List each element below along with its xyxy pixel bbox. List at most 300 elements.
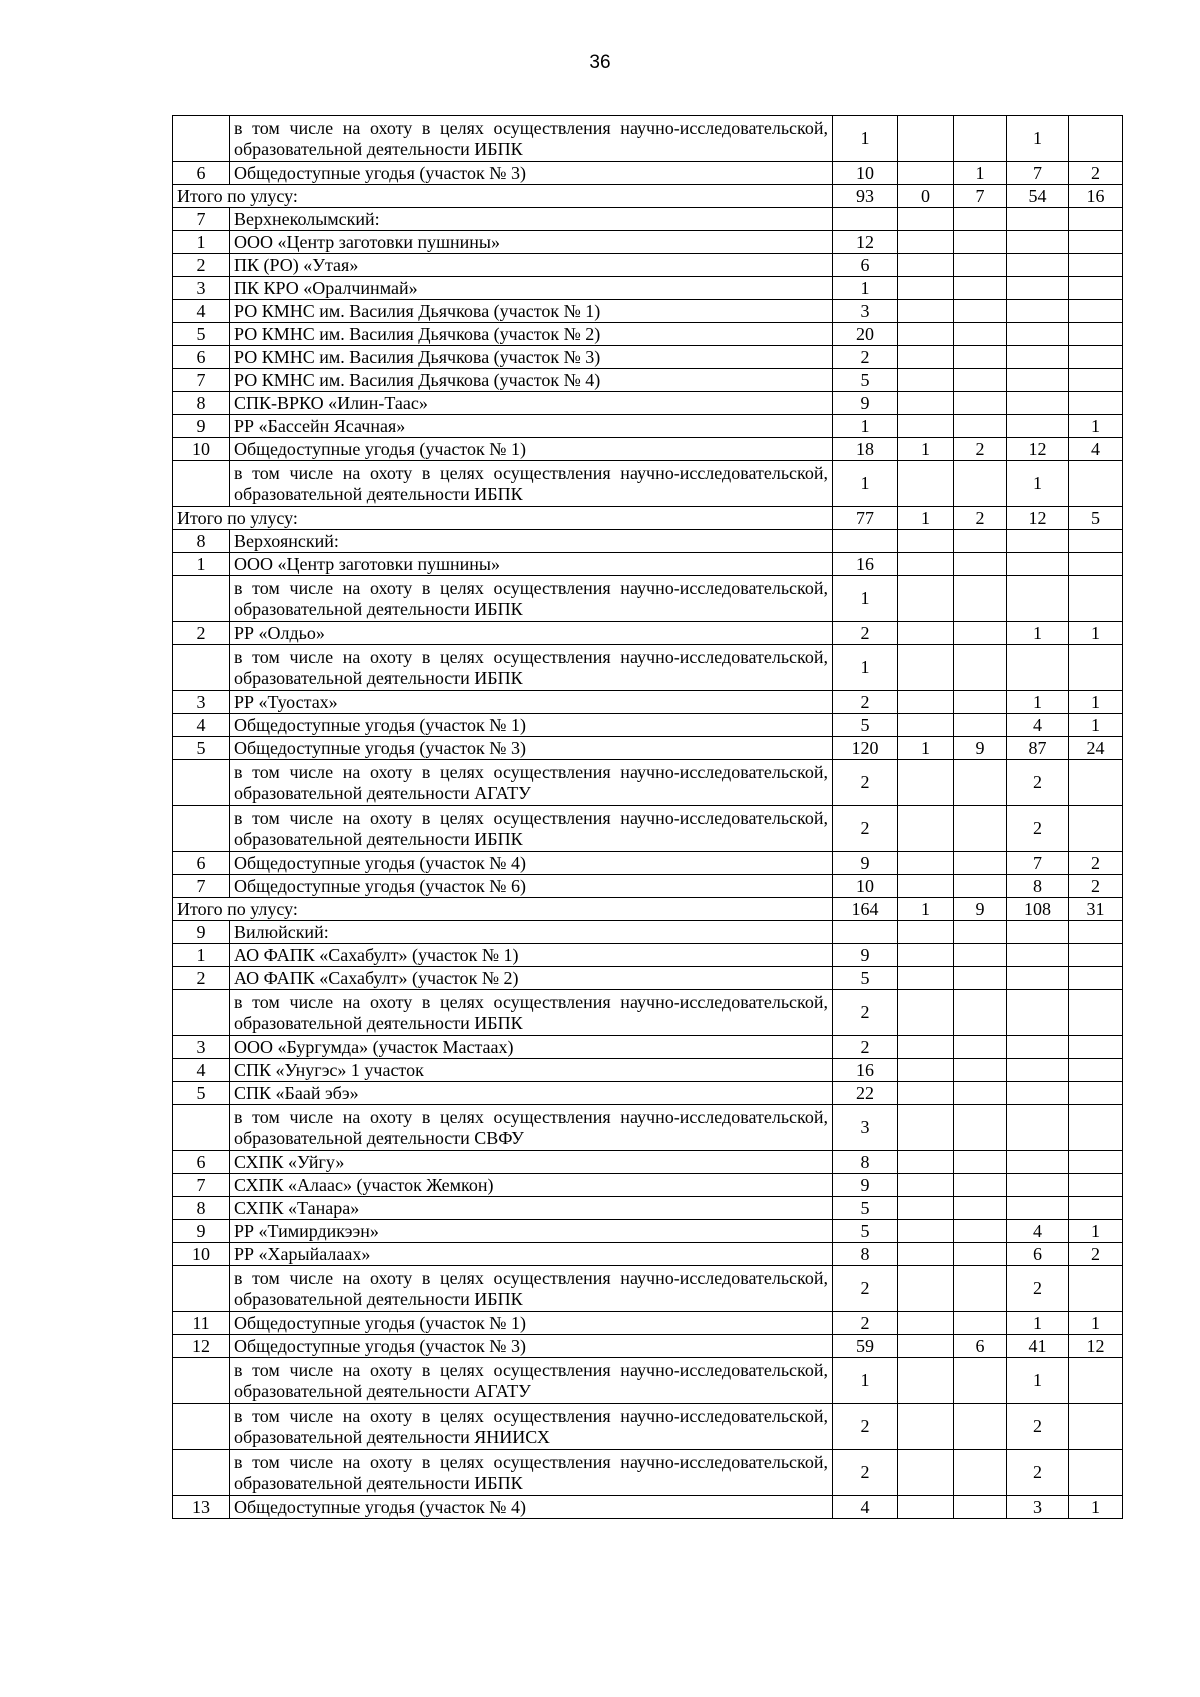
value-cell-3: 9 bbox=[954, 898, 1007, 921]
value-cell-3 bbox=[954, 1036, 1007, 1059]
value-cell-1: 20 bbox=[833, 323, 898, 346]
row-name: Общедоступные угодья (участок № 1) bbox=[230, 1312, 833, 1335]
value-cell-1: 2 bbox=[833, 1404, 898, 1450]
value-cell-2 bbox=[898, 875, 954, 898]
value-cell-4: 1 bbox=[1007, 1358, 1069, 1404]
value-cell-4 bbox=[1007, 277, 1069, 300]
value-cell-4: 41 bbox=[1007, 1335, 1069, 1358]
value-cell-4 bbox=[1007, 254, 1069, 277]
row-number: 13 bbox=[173, 1496, 230, 1519]
value-cell-1: 2 bbox=[833, 1036, 898, 1059]
value-cell-3 bbox=[954, 622, 1007, 645]
value-cell-3 bbox=[954, 852, 1007, 875]
value-cell-3: 7 bbox=[954, 185, 1007, 208]
subitem-description: в том числе на охоту в целях осуществления научно-исследовательской, образовательной деятельности АГАТУ bbox=[230, 760, 833, 806]
value-cell-2 bbox=[898, 1450, 954, 1496]
value-cell-2 bbox=[898, 622, 954, 645]
row-number bbox=[173, 1450, 230, 1496]
table-row bbox=[173, 714, 1123, 737]
row-number bbox=[173, 1105, 230, 1151]
value-cell-5: 5 bbox=[1069, 507, 1123, 530]
row-number: 2 bbox=[173, 967, 230, 990]
value-cell-5 bbox=[1069, 1082, 1123, 1105]
value-cell-2 bbox=[898, 576, 954, 622]
value-cell-2 bbox=[898, 1174, 954, 1197]
row-name: РР «Туостах» bbox=[230, 691, 833, 714]
row-number: 8 bbox=[173, 392, 230, 415]
row-name: РР «Олдьо» bbox=[230, 622, 833, 645]
value-cell-1: 1 bbox=[833, 116, 898, 162]
value-cell-2 bbox=[898, 944, 954, 967]
row-number: 2 bbox=[173, 622, 230, 645]
row-name: Общедоступные угодья (участок № 3) bbox=[230, 737, 833, 760]
value-cell-4 bbox=[1007, 231, 1069, 254]
value-cell-5 bbox=[1069, 1358, 1123, 1404]
value-cell-3 bbox=[954, 760, 1007, 806]
row-number: 5 bbox=[173, 737, 230, 760]
row-number: 10 bbox=[173, 1243, 230, 1266]
value-cell-3 bbox=[954, 1082, 1007, 1105]
value-cell-4 bbox=[1007, 1174, 1069, 1197]
row-name: Общедоступные угодья (участок № 3) bbox=[230, 1335, 833, 1358]
value-cell-4: 1 bbox=[1007, 622, 1069, 645]
row-number: 10 bbox=[173, 438, 230, 461]
value-cell-4: 12 bbox=[1007, 438, 1069, 461]
table-row bbox=[173, 1496, 1123, 1519]
value-cell-1: 59 bbox=[833, 1335, 898, 1358]
table-row bbox=[173, 162, 1123, 185]
value-cell-5 bbox=[1069, 944, 1123, 967]
value-cell-5: 1 bbox=[1069, 415, 1123, 438]
value-cell-4: 1 bbox=[1007, 691, 1069, 714]
value-cell-3 bbox=[954, 116, 1007, 162]
table-row bbox=[173, 369, 1123, 392]
value-cell-5: 1 bbox=[1069, 622, 1123, 645]
value-cell-5 bbox=[1069, 530, 1123, 553]
value-cell-2 bbox=[898, 1220, 954, 1243]
row-number bbox=[173, 1266, 230, 1312]
subitem-description: в том числе на охоту в целях осуществления научно-исследовательской, образовательной деятельности ИБПК bbox=[230, 116, 833, 162]
value-cell-4 bbox=[1007, 1036, 1069, 1059]
value-cell-4: 2 bbox=[1007, 760, 1069, 806]
value-cell-5 bbox=[1069, 806, 1123, 852]
value-cell-5: 24 bbox=[1069, 737, 1123, 760]
value-cell-3 bbox=[954, 323, 1007, 346]
value-cell-5 bbox=[1069, 1266, 1123, 1312]
row-number bbox=[173, 1358, 230, 1404]
value-cell-4 bbox=[1007, 530, 1069, 553]
value-cell-1: 8 bbox=[833, 1151, 898, 1174]
value-cell-5 bbox=[1069, 277, 1123, 300]
row-name: Общедоступные угодья (участок № 6) bbox=[230, 875, 833, 898]
value-cell-4 bbox=[1007, 990, 1069, 1036]
value-cell-5 bbox=[1069, 208, 1123, 231]
row-number: 7 bbox=[173, 369, 230, 392]
value-cell-1: 2 bbox=[833, 622, 898, 645]
row-number: 6 bbox=[173, 1151, 230, 1174]
row-number bbox=[173, 806, 230, 852]
value-cell-1: 4 bbox=[833, 1496, 898, 1519]
value-cell-1: 93 bbox=[833, 185, 898, 208]
table-row bbox=[173, 1197, 1123, 1220]
value-cell-1: 1 bbox=[833, 461, 898, 507]
value-cell-2 bbox=[898, 1197, 954, 1220]
value-cell-5: 16 bbox=[1069, 185, 1123, 208]
value-cell-4: 1 bbox=[1007, 1312, 1069, 1335]
value-cell-1: 5 bbox=[833, 714, 898, 737]
value-cell-5 bbox=[1069, 254, 1123, 277]
value-cell-4: 108 bbox=[1007, 898, 1069, 921]
value-cell-5 bbox=[1069, 1059, 1123, 1082]
value-cell-1: 1 bbox=[833, 277, 898, 300]
value-cell-1: 6 bbox=[833, 254, 898, 277]
value-cell-3 bbox=[954, 1197, 1007, 1220]
row-name: СХПК «Алаас» (участок Жемкон) bbox=[230, 1174, 833, 1197]
value-cell-3 bbox=[954, 1220, 1007, 1243]
value-cell-4 bbox=[1007, 300, 1069, 323]
value-cell-3 bbox=[954, 300, 1007, 323]
value-cell-2 bbox=[898, 1266, 954, 1312]
row-number: 3 bbox=[173, 691, 230, 714]
value-cell-2 bbox=[898, 300, 954, 323]
row-number: 7 bbox=[173, 875, 230, 898]
subitem-row bbox=[173, 990, 1123, 1036]
value-cell-5 bbox=[1069, 1404, 1123, 1450]
value-cell-4 bbox=[1007, 392, 1069, 415]
subitem-row bbox=[173, 576, 1123, 622]
table-row bbox=[173, 622, 1123, 645]
value-cell-5 bbox=[1069, 760, 1123, 806]
value-cell-2 bbox=[898, 1036, 954, 1059]
table-row bbox=[173, 1082, 1123, 1105]
value-cell-4: 7 bbox=[1007, 162, 1069, 185]
table-row bbox=[173, 1335, 1123, 1358]
row-name: ПК КРО «Оралчинмай» bbox=[230, 277, 833, 300]
value-cell-1 bbox=[833, 530, 898, 553]
row-number: 1 bbox=[173, 944, 230, 967]
value-cell-5 bbox=[1069, 967, 1123, 990]
value-cell-4: 54 bbox=[1007, 185, 1069, 208]
value-cell-4 bbox=[1007, 1059, 1069, 1082]
value-cell-2 bbox=[898, 1059, 954, 1082]
value-cell-1: 10 bbox=[833, 162, 898, 185]
value-cell-4 bbox=[1007, 944, 1069, 967]
value-cell-5 bbox=[1069, 1197, 1123, 1220]
total-row bbox=[173, 898, 1123, 921]
total-label: Итого по улусу: bbox=[173, 185, 833, 208]
subitem-row bbox=[173, 1358, 1123, 1404]
value-cell-2 bbox=[898, 231, 954, 254]
row-name: РО КМНС им. Василия Дьячкова (участок № 4) bbox=[230, 369, 833, 392]
value-cell-4 bbox=[1007, 415, 1069, 438]
row-number: 3 bbox=[173, 277, 230, 300]
value-cell-1: 2 bbox=[833, 1450, 898, 1496]
row-number: 11 bbox=[173, 1312, 230, 1335]
subitem-description: в том числе на охоту в целях осуществления научно-исследовательской, образовательной деятельности ИБПК bbox=[230, 806, 833, 852]
value-cell-1: 22 bbox=[833, 1082, 898, 1105]
value-cell-1: 18 bbox=[833, 438, 898, 461]
value-cell-4: 8 bbox=[1007, 875, 1069, 898]
table-row bbox=[173, 392, 1123, 415]
value-cell-2 bbox=[898, 1312, 954, 1335]
value-cell-3 bbox=[954, 1266, 1007, 1312]
value-cell-3 bbox=[954, 346, 1007, 369]
value-cell-2 bbox=[898, 691, 954, 714]
value-cell-1: 5 bbox=[833, 1220, 898, 1243]
value-cell-1: 2 bbox=[833, 806, 898, 852]
table-row bbox=[173, 691, 1123, 714]
row-name: Общедоступные угодья (участок № 1) bbox=[230, 438, 833, 461]
value-cell-5 bbox=[1069, 990, 1123, 1036]
value-cell-3 bbox=[954, 645, 1007, 691]
value-cell-2 bbox=[898, 392, 954, 415]
value-cell-2 bbox=[898, 323, 954, 346]
row-name: ООО «Центр заготовки пушнины» bbox=[230, 231, 833, 254]
row-name: РР «Харыйалаах» bbox=[230, 1243, 833, 1266]
table-row bbox=[173, 1036, 1123, 1059]
row-number: 6 bbox=[173, 852, 230, 875]
value-cell-5 bbox=[1069, 369, 1123, 392]
table-row bbox=[173, 231, 1123, 254]
row-name: Общедоступные угодья (участок № 4) bbox=[230, 852, 833, 875]
row-name: Общедоступные угодья (участок № 1) bbox=[230, 714, 833, 737]
table-row bbox=[173, 254, 1123, 277]
row-name: РО КМНС им. Василия Дьячкова (участок № 2) bbox=[230, 323, 833, 346]
subitem-row bbox=[173, 1450, 1123, 1496]
table-row bbox=[173, 852, 1123, 875]
value-cell-5: 1 bbox=[1069, 1312, 1123, 1335]
value-cell-1: 16 bbox=[833, 1059, 898, 1082]
value-cell-4: 7 bbox=[1007, 852, 1069, 875]
value-cell-3 bbox=[954, 875, 1007, 898]
row-number: 8 bbox=[173, 530, 230, 553]
table-row bbox=[173, 1151, 1123, 1174]
subitem-row bbox=[173, 806, 1123, 852]
row-number: 9 bbox=[173, 921, 230, 944]
value-cell-2 bbox=[898, 1082, 954, 1105]
value-cell-2 bbox=[898, 1404, 954, 1450]
value-cell-2 bbox=[898, 760, 954, 806]
value-cell-2 bbox=[898, 1335, 954, 1358]
row-name: ООО «Центр заготовки пушнины» bbox=[230, 553, 833, 576]
row-name: Общедоступные угодья (участок № 4) bbox=[230, 1496, 833, 1519]
value-cell-1: 9 bbox=[833, 1174, 898, 1197]
value-cell-2 bbox=[898, 254, 954, 277]
value-cell-4: 2 bbox=[1007, 1266, 1069, 1312]
table-row bbox=[173, 875, 1123, 898]
value-cell-2 bbox=[898, 162, 954, 185]
value-cell-1: 164 bbox=[833, 898, 898, 921]
value-cell-2 bbox=[898, 645, 954, 691]
value-cell-4: 1 bbox=[1007, 461, 1069, 507]
value-cell-1: 8 bbox=[833, 1243, 898, 1266]
value-cell-1: 2 bbox=[833, 346, 898, 369]
row-number: 9 bbox=[173, 415, 230, 438]
value-cell-3 bbox=[954, 254, 1007, 277]
table-row bbox=[173, 277, 1123, 300]
value-cell-4 bbox=[1007, 323, 1069, 346]
row-number: 8 bbox=[173, 1197, 230, 1220]
value-cell-1: 1 bbox=[833, 415, 898, 438]
row-name: РО КМНС им. Василия Дьячкова (участок № 3) bbox=[230, 346, 833, 369]
value-cell-2 bbox=[898, 530, 954, 553]
total-label: Итого по улусу: bbox=[173, 898, 833, 921]
value-cell-4: 4 bbox=[1007, 1220, 1069, 1243]
value-cell-2 bbox=[898, 277, 954, 300]
value-cell-3 bbox=[954, 1450, 1007, 1496]
value-cell-2 bbox=[898, 852, 954, 875]
subitem-row bbox=[173, 1404, 1123, 1450]
table-row bbox=[173, 415, 1123, 438]
table-row bbox=[173, 944, 1123, 967]
value-cell-5 bbox=[1069, 576, 1123, 622]
value-cell-4: 1 bbox=[1007, 116, 1069, 162]
row-number: 5 bbox=[173, 1082, 230, 1105]
row-number bbox=[173, 116, 230, 162]
total-row bbox=[173, 507, 1123, 530]
subitem-row bbox=[173, 116, 1123, 162]
value-cell-2: 1 bbox=[898, 438, 954, 461]
value-cell-4 bbox=[1007, 645, 1069, 691]
value-cell-3 bbox=[954, 1105, 1007, 1151]
value-cell-5 bbox=[1069, 553, 1123, 576]
value-cell-5: 1 bbox=[1069, 1496, 1123, 1519]
value-cell-3 bbox=[954, 1059, 1007, 1082]
value-cell-1: 120 bbox=[833, 737, 898, 760]
value-cell-5 bbox=[1069, 921, 1123, 944]
subitem-row bbox=[173, 1266, 1123, 1312]
subitem-description: в том числе на охоту в целях осуществления научно-исследовательской, образовательной деятельности ИБПК bbox=[230, 461, 833, 507]
value-cell-4 bbox=[1007, 1082, 1069, 1105]
value-cell-1: 2 bbox=[833, 760, 898, 806]
value-cell-2 bbox=[898, 1496, 954, 1519]
value-cell-3 bbox=[954, 553, 1007, 576]
value-cell-1: 9 bbox=[833, 852, 898, 875]
value-cell-4: 2 bbox=[1007, 806, 1069, 852]
value-cell-5 bbox=[1069, 1174, 1123, 1197]
value-cell-1: 2 bbox=[833, 691, 898, 714]
value-cell-2 bbox=[898, 1151, 954, 1174]
value-cell-1: 9 bbox=[833, 944, 898, 967]
value-cell-1: 12 bbox=[833, 231, 898, 254]
table-row bbox=[173, 208, 1123, 231]
value-cell-5: 2 bbox=[1069, 1243, 1123, 1266]
value-cell-5: 2 bbox=[1069, 875, 1123, 898]
value-cell-3 bbox=[954, 1404, 1007, 1450]
value-cell-1: 5 bbox=[833, 369, 898, 392]
row-number: 7 bbox=[173, 1174, 230, 1197]
value-cell-5: 1 bbox=[1069, 1220, 1123, 1243]
value-cell-4 bbox=[1007, 576, 1069, 622]
row-number bbox=[173, 576, 230, 622]
value-cell-3 bbox=[954, 369, 1007, 392]
row-name: СПК «Унугэс» 1 участок bbox=[230, 1059, 833, 1082]
subitem-description: в том числе на охоту в целях осуществления научно-исследовательской, образовательной деятельности ИБПК bbox=[230, 1266, 833, 1312]
total-label: Итого по улусу: bbox=[173, 507, 833, 530]
row-name: АО ФАПК «Сахабулт» (участок № 2) bbox=[230, 967, 833, 990]
row-number: 6 bbox=[173, 162, 230, 185]
value-cell-1: 2 bbox=[833, 1312, 898, 1335]
subitem-row bbox=[173, 461, 1123, 507]
value-cell-3 bbox=[954, 530, 1007, 553]
value-cell-3 bbox=[954, 1243, 1007, 1266]
value-cell-4: 12 bbox=[1007, 507, 1069, 530]
row-name: СХПК «Танара» bbox=[230, 1197, 833, 1220]
row-number: 9 bbox=[173, 1220, 230, 1243]
value-cell-5: 12 bbox=[1069, 1335, 1123, 1358]
row-name: Общедоступные угодья (участок № 3) bbox=[230, 162, 833, 185]
value-cell-1: 5 bbox=[833, 1197, 898, 1220]
page-number: 36 bbox=[589, 52, 611, 73]
value-cell-1: 10 bbox=[833, 875, 898, 898]
row-number: 1 bbox=[173, 231, 230, 254]
row-name: СПК-ВРКО «Илин-Таас» bbox=[230, 392, 833, 415]
value-cell-3 bbox=[954, 921, 1007, 944]
value-cell-3 bbox=[954, 208, 1007, 231]
value-cell-2 bbox=[898, 415, 954, 438]
row-number: 4 bbox=[173, 300, 230, 323]
table-row bbox=[173, 921, 1123, 944]
value-cell-5 bbox=[1069, 1450, 1123, 1496]
subitem-row bbox=[173, 760, 1123, 806]
value-cell-1: 3 bbox=[833, 1105, 898, 1151]
table-body bbox=[173, 116, 1123, 1519]
value-cell-3: 1 bbox=[954, 162, 1007, 185]
table-row bbox=[173, 1174, 1123, 1197]
row-number: 5 bbox=[173, 323, 230, 346]
value-cell-4 bbox=[1007, 208, 1069, 231]
value-cell-3: 9 bbox=[954, 737, 1007, 760]
value-cell-5 bbox=[1069, 346, 1123, 369]
row-number: 12 bbox=[173, 1335, 230, 1358]
value-cell-4 bbox=[1007, 967, 1069, 990]
value-cell-2 bbox=[898, 1358, 954, 1404]
value-cell-3 bbox=[954, 1151, 1007, 1174]
row-name: Верхоянский: bbox=[230, 530, 833, 553]
value-cell-5 bbox=[1069, 392, 1123, 415]
value-cell-3 bbox=[954, 1312, 1007, 1335]
value-cell-2 bbox=[898, 990, 954, 1036]
row-name: ООО «Бургумда» (участок Мастаах) bbox=[230, 1036, 833, 1059]
value-cell-5 bbox=[1069, 1105, 1123, 1151]
value-cell-3 bbox=[954, 415, 1007, 438]
value-cell-2 bbox=[898, 208, 954, 231]
row-number bbox=[173, 760, 230, 806]
value-cell-5 bbox=[1069, 1036, 1123, 1059]
value-cell-2 bbox=[898, 346, 954, 369]
subitem-description: в том числе на охоту в целях осуществления научно-исследовательской, образовательной деятельности ИБПК bbox=[230, 990, 833, 1036]
value-cell-3: 6 bbox=[954, 1335, 1007, 1358]
value-cell-2 bbox=[898, 461, 954, 507]
subitem-description: в том числе на охоту в целях осуществления научно-исследовательской, образовательной деятельности ИБПК bbox=[230, 645, 833, 691]
row-name: Верхнеколымский: bbox=[230, 208, 833, 231]
row-name: РР «Тимирдикээн» bbox=[230, 1220, 833, 1243]
value-cell-2: 1 bbox=[898, 898, 954, 921]
value-cell-2 bbox=[898, 1243, 954, 1266]
row-number: 1 bbox=[173, 553, 230, 576]
table-row bbox=[173, 323, 1123, 346]
row-number bbox=[173, 645, 230, 691]
value-cell-2 bbox=[898, 921, 954, 944]
subitem-row bbox=[173, 645, 1123, 691]
value-cell-4: 2 bbox=[1007, 1450, 1069, 1496]
value-cell-3 bbox=[954, 967, 1007, 990]
row-name: АО ФАПК «Сахабулт» (участок № 1) bbox=[230, 944, 833, 967]
value-cell-1 bbox=[833, 921, 898, 944]
value-cell-2 bbox=[898, 369, 954, 392]
value-cell-4 bbox=[1007, 1105, 1069, 1151]
table-row bbox=[173, 300, 1123, 323]
